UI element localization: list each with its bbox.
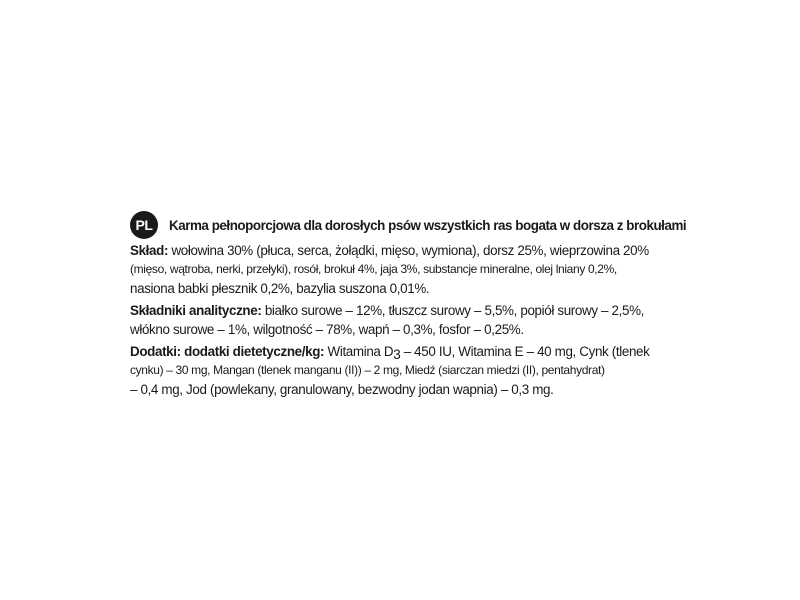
additives-section xyxy=(130,342,680,399)
product-title: Karma pełnoporcjowa dla dorosłych psów wszystkich ras bogata w dorsza z brokułami xyxy=(169,217,687,233)
additives-text-1a: Witamina D xyxy=(324,344,394,359)
composition-label: Skład: xyxy=(130,243,169,258)
composition-line-3: nasiona babki płesznik 0,2%, bazylia suszona 0,01%. xyxy=(130,281,430,296)
composition-text-1: wołowina 30% (płuca, serca, żołądki, mięso, wymiona), dorsz 25%, wieprzowina 20% xyxy=(168,243,649,258)
additives-label: Dodatki: dodatki dietetyczne/kg: xyxy=(130,344,325,359)
label-header xyxy=(130,211,687,239)
language-badge: PL xyxy=(130,211,158,239)
additives-line-2: cynku) – 30 mg, Mangan (tlenek manganu (II)) – 2 mg, Miedź (siarczan miedzi (II), pentahydrat) xyxy=(130,363,605,377)
composition-section xyxy=(130,241,680,298)
analytical-section xyxy=(130,301,680,339)
analytical-line-1 xyxy=(130,301,680,320)
composition-line-1 xyxy=(130,241,680,260)
composition-line-2: (mięso, wątroba, nerki, przełyki), rosół, brokuł 4%, jaja 3%, substancje mineralne, olej lniany 0,2%, xyxy=(130,262,617,276)
analytical-line-2: włókno surowe – 1%, wilgotność – 78%, wapń – 0,3%, fosfor – 0,25%. xyxy=(130,322,524,337)
additives-line-1 xyxy=(130,342,680,361)
ingredients-label xyxy=(130,211,687,402)
vitamin-d-subscript: 3 xyxy=(393,347,401,362)
analytical-text-1: białko surowe – 12%, tłuszcz surowy – 5,5%, popiół surowy – 2,5%, xyxy=(261,303,645,318)
additives-text-1b: – 450 IU, Witamina E – 40 mg, Cynk (tlenek xyxy=(400,344,650,359)
analytical-label: Składniki analityczne: xyxy=(130,303,262,318)
additives-line-3: – 0,4 mg, Jod (powlekany, granulowany, bezwodny jodan wapnia) – 0,3 mg. xyxy=(130,382,554,397)
